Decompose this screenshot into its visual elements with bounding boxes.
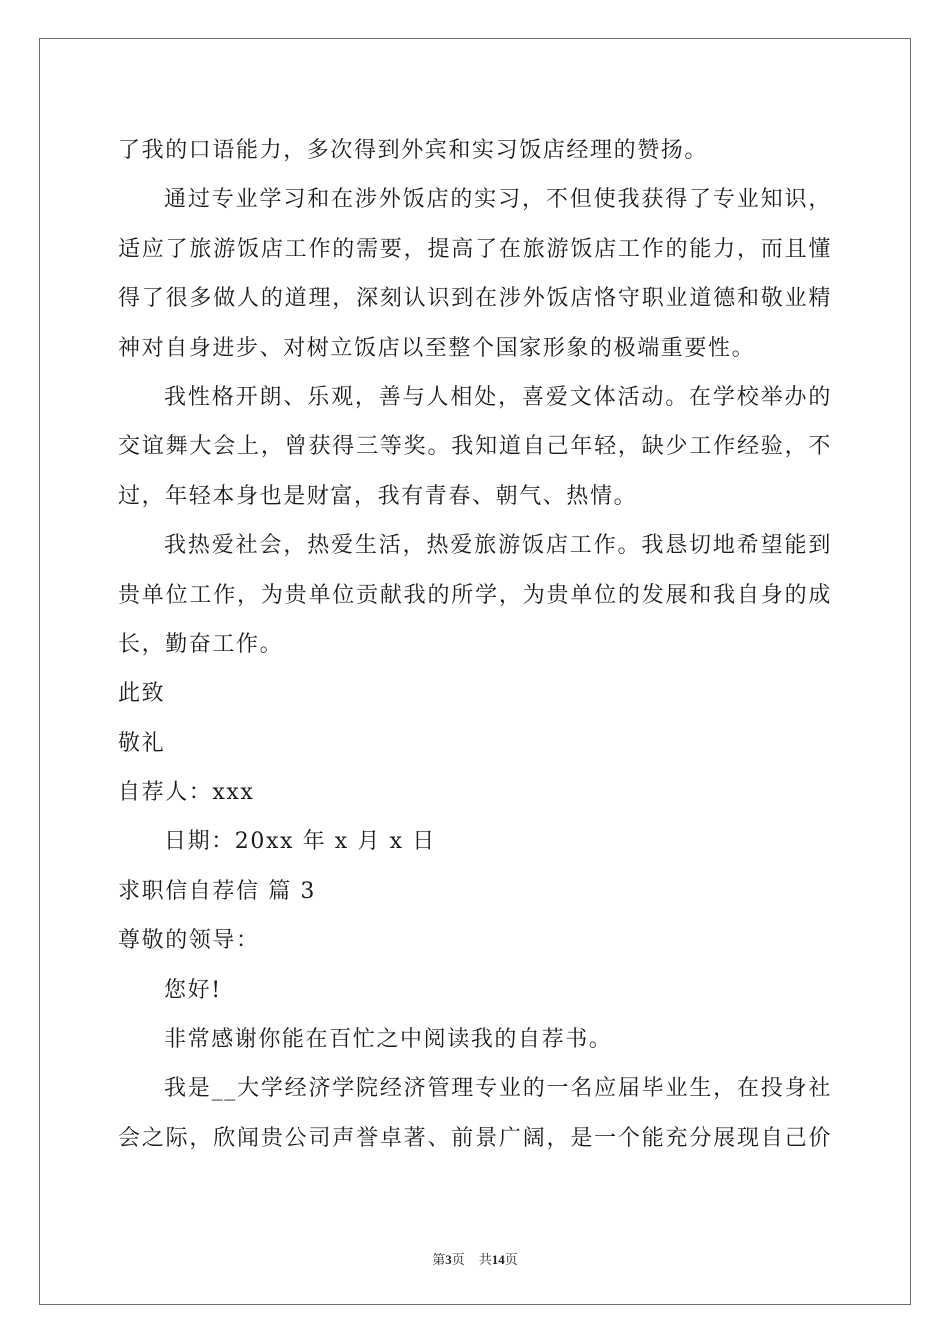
footer-page-prefix: 第 [432,1252,446,1267]
greeting-line: 尊敬的领导： [118,928,260,954]
date-line: 日期：20xx 年 x 月 x 日 [164,829,436,855]
section-heading: 求职信自荐信 篇 3 [118,878,316,904]
footer-page-number: 3 [445,1252,452,1267]
page-footer [0,1249,950,1268]
document-body [118,126,832,1163]
paragraph-line: 了我的口语能力，多次得到外宾和实习饭店经理的赞扬。 [118,138,709,163]
paragraph-line: 交谊舞大会上，曾获得三等奖。我知道自己年轻，缺少工作经验，不 [118,434,832,460]
paragraph-line: 通过专业学习和在涉外饭店的实习，不但使我获得了专业知识， [164,187,832,213]
paragraph-line: 我是__大学经济学院经济管理专业的一名应届毕业生，在投身社 [164,1076,832,1102]
paragraph-line: 长，勤奋工作。 [118,631,284,657]
footer-total-prefix: 共 [478,1252,492,1267]
footer-total-suffix: 页 [504,1252,518,1267]
signature-line: 自荐人：xxx [118,780,255,806]
footer-total-pages: 14 [491,1252,505,1267]
paragraph-line: 神对自身进步、对树立饭店以至整个国家形象的极端重要性。 [118,335,756,361]
closing-salutation: 此致 [118,681,166,707]
paragraph-line: 适应了旅游饭店工作的需要，提高了在旅游饭店工作的能力，而且懂 [118,236,832,262]
closing-regards: 敬礼 [118,730,166,756]
greeting-hello: 您好! [164,977,222,1003]
paragraph-line: 贵单位工作，为贵单位贡献我的所学，为贵单位的发展和我自身的成 [118,582,832,608]
paragraph-line: 我性格开朗、乐观，善与人相处，喜爱文体活动。在学校举办的 [164,384,832,410]
paragraph-line: 非常感谢你能在百忙之中阅读我的自荐书。 [164,1027,613,1053]
paragraph-line: 会之际，欣闻贵公司声誉卓著、前景广阔，是一个能充分展现自己价 [118,1125,832,1151]
paragraph-line: 我热爱社会，热爱生活，热爱旅游饭店工作。我恳切地希望能到 [164,533,832,559]
paragraph-line: 得了很多做人的道理，深刻认识到在涉外饭店恪守职业道德和敬业精 [118,286,832,312]
footer-page-suffix: 页 [451,1252,465,1267]
paragraph-line: 过，年轻本身也是财富，我有青春、朝气、热情。 [118,483,638,509]
